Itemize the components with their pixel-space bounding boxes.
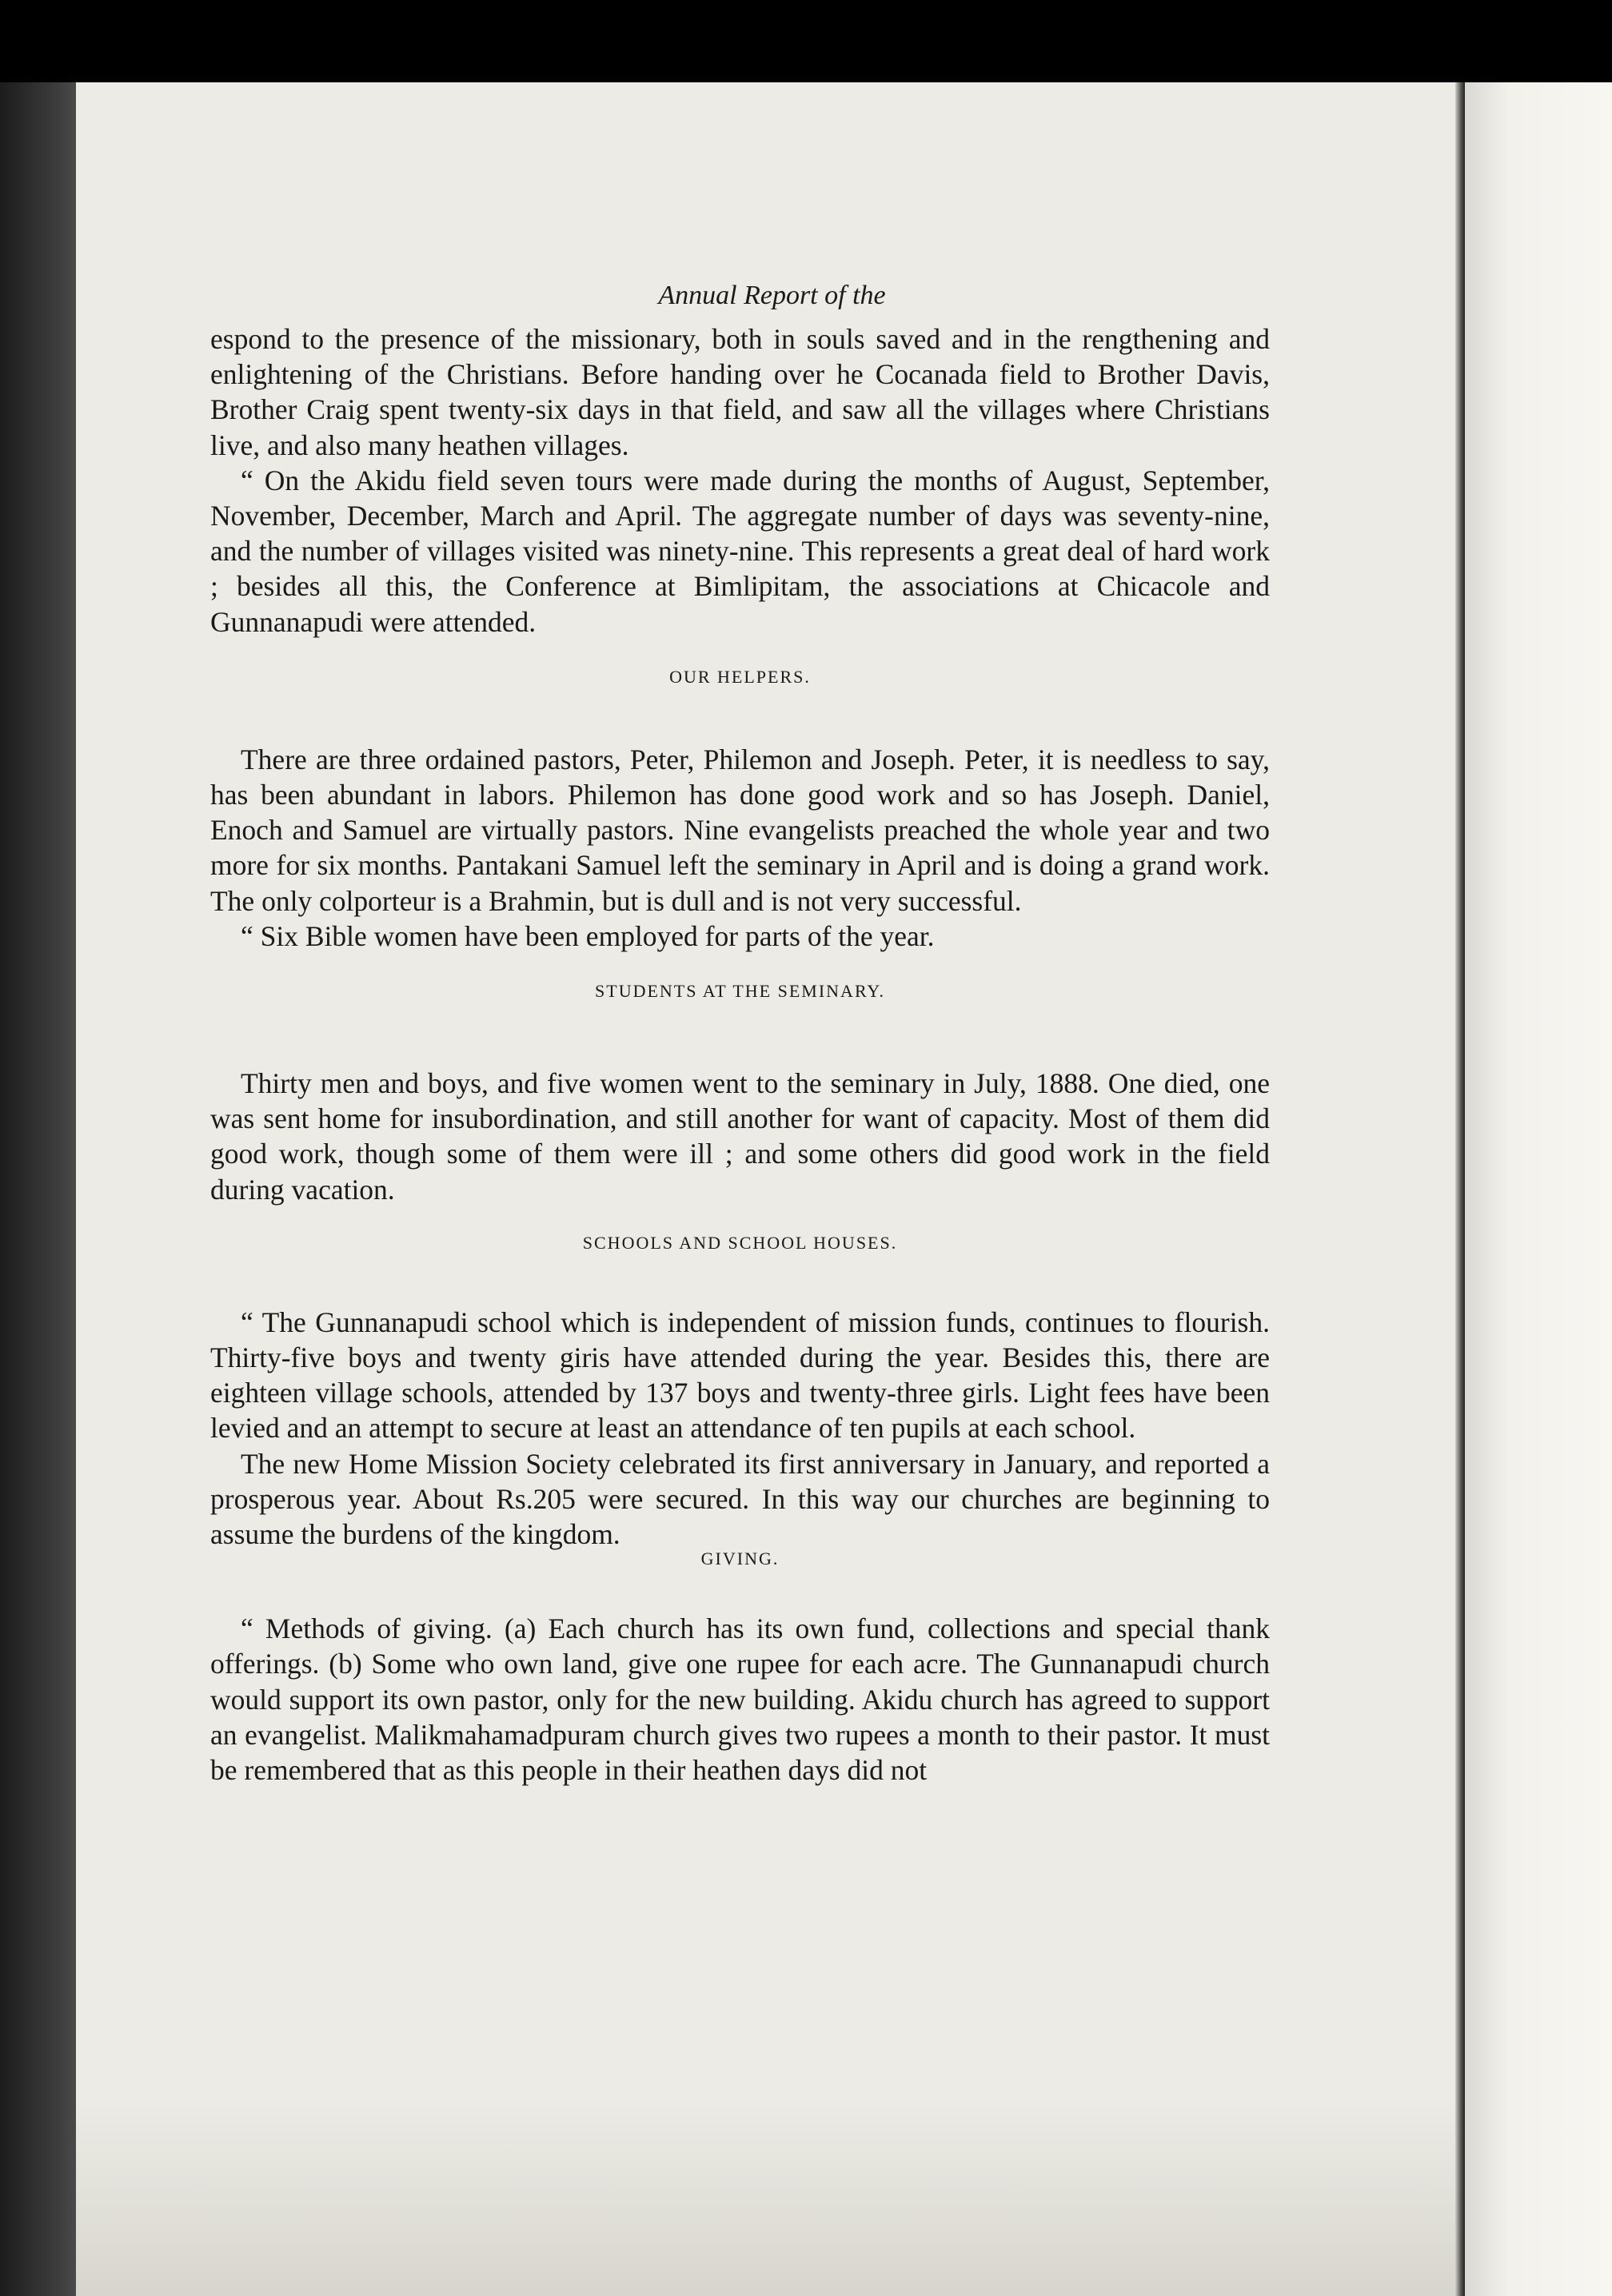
paragraph: “ The Gunnanapudi school which is independent of mission funds, continues to flourish. Thirty-five boys and twenty giris have attended during the year. Besides this, there are eighteen village schools, attended by 137 boys and twenty-three girls. Light fees have been levied and an attempt to secure at least an attendance of ten pupils at each school. [210,1305,1270,1445]
section-heading-giving: GIVING. [700,1549,780,1569]
facing-page-edge [1465,82,1612,2296]
paragraph: “ Six Bible women have been employed for parts of the year. [241,919,935,952]
scan-left-margin [0,82,76,2296]
paragraph: There are three ordained pastors, Peter, Philemon and Joseph. Peter, it is needless to say, has been abundant in labors. Philemon has done good work and so has Joseph. Daniel, Enoch and Samuel are virtually pastors. Nine evangelists preached the whole year and two more for six months. Pantakani Samuel left the seminary in April and is doing a grand work. The only colporteur is a Brahmin, but is dull and is not very successful. [210,743,1270,917]
paragraph: “ On the Akidu field seven tours were made during the months of August, September, November, December, March and April. The aggregate number of days was seventy-nine, and the number of villages visited was ninety-nine. This represents a great deal of hard work ; besides all this, the Conference at Bimlipitam, the associations at Chicacole and Gunnanapudi were attended. [210,464,1270,638]
running-head: Annual Report of the [658,281,886,310]
book-gutter [1455,82,1465,2296]
page-content [210,272,1270,1788]
paragraph: “ Methods of giving. (a) Each church has its own fund, collections and special thank offerings. (b) Some who own land, give one rupee for each acre. The Gunnanapudi church would support its own pastor, only for the new building. Akidu church has agreed to support an evangelist. Malikmahamadpuram church gives two rupees a month to their pastor. It must be remembered that as this people in their heathen days did not [210,1612,1270,1787]
section-heading-schools: SCHOOLS AND SCHOOL HOUSES. [582,1232,898,1253]
page-bottom-shadow [76,2103,1455,2296]
section-heading-our-helpers: OUR HELPERS. [669,666,811,687]
paragraph: The new Home Mission Society celebrated its first anniversary in January, and reported a prosperous year. About Rs.205 were secured. In this way our churches are beginning to assume the burdens of the kingdom. [210,1447,1270,1551]
scanner-top-border [0,0,1612,82]
paragraph: espond to the presence of the missionary, both in souls saved and in the rengthening and enlightening of the Christians. Before handing over he Cocanada field to Brother Davis, Brother Craig spent twenty-six days in that field, and saw all the villages where Christians live, and also many heathen villages. [210,323,1270,461]
paragraph: Thirty men and boys, and five women went to the seminary in July, 1888. One died, one was sent home for insubordination, and still another for want of capacity. Most of them did good work, though some of them were ill ; and some others did good work in the field during vacation. [210,1067,1270,1206]
section-heading-students: STUDENTS AT THE SEMINARY. [595,981,885,1002]
